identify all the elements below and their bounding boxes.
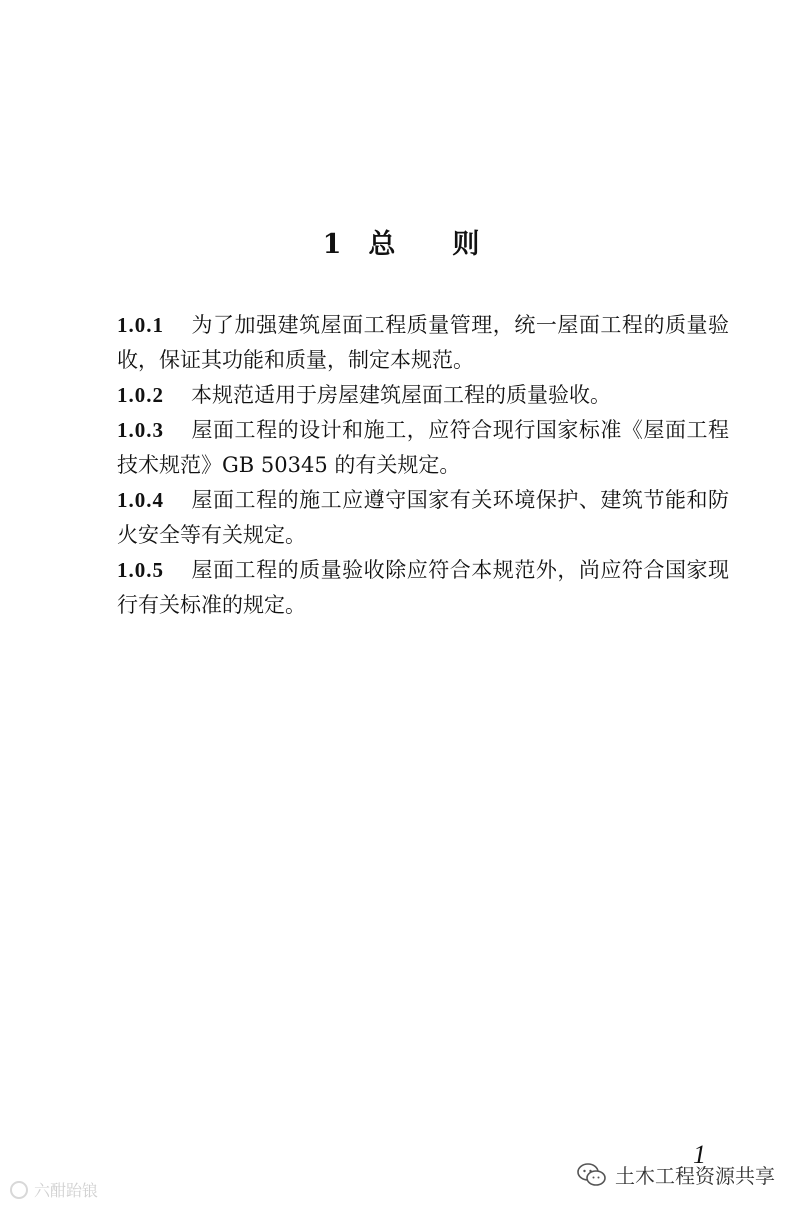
clause-text: 屋面工程的设计和施工，应符合现行国家标准《屋面工程技术规范》GB 50345 的有关规定。 — [117, 418, 729, 477]
watermark-left — [10, 1178, 98, 1201]
watermark-left-text: 六酣跆锒 — [34, 1181, 99, 1200]
watermark-right-text: 土木工程资源共享 — [615, 1164, 775, 1188]
clause-1-0-3 — [117, 413, 729, 483]
wechat-icon — [577, 1162, 607, 1188]
chapter-title-char-2: 则 — [452, 229, 481, 260]
clause-number: 1.0.1 — [117, 313, 164, 337]
clause-text: 为了加强建筑屋面工程质量管理，统一屋面工程的质量验收，保证其功能和质量，制定本规范。 — [117, 313, 729, 372]
clause-1-0-2 — [117, 378, 729, 413]
clause-1-0-5 — [117, 553, 729, 623]
clause-1-0-1 — [117, 308, 729, 378]
clause-1-0-4 — [117, 483, 729, 553]
logo-icon — [10, 1181, 28, 1199]
chapter-title — [0, 222, 803, 261]
clause-list — [117, 308, 729, 623]
watermark-right — [577, 1160, 775, 1189]
clause-text: 本规范适用于房屋建筑屋面工程的质量验收。 — [191, 383, 611, 407]
clause-text: 屋面工程的施工应遵守国家有关环境保护、建筑节能和防火安全等有关规定。 — [117, 488, 729, 547]
clause-number: 1.0.4 — [117, 488, 164, 512]
clause-number: 1.0.3 — [117, 418, 164, 442]
page-number: 1 — [693, 1140, 706, 1169]
clause-number: 1.0.2 — [117, 383, 164, 407]
chapter-number: 1 — [322, 229, 343, 260]
clause-text: 屋面工程的质量验收除应符合本规范外，尚应符合国家现行有关标准的规定。 — [117, 558, 729, 617]
clause-number: 1.0.5 — [117, 558, 164, 582]
chapter-title-char-1: 总 — [368, 229, 397, 260]
